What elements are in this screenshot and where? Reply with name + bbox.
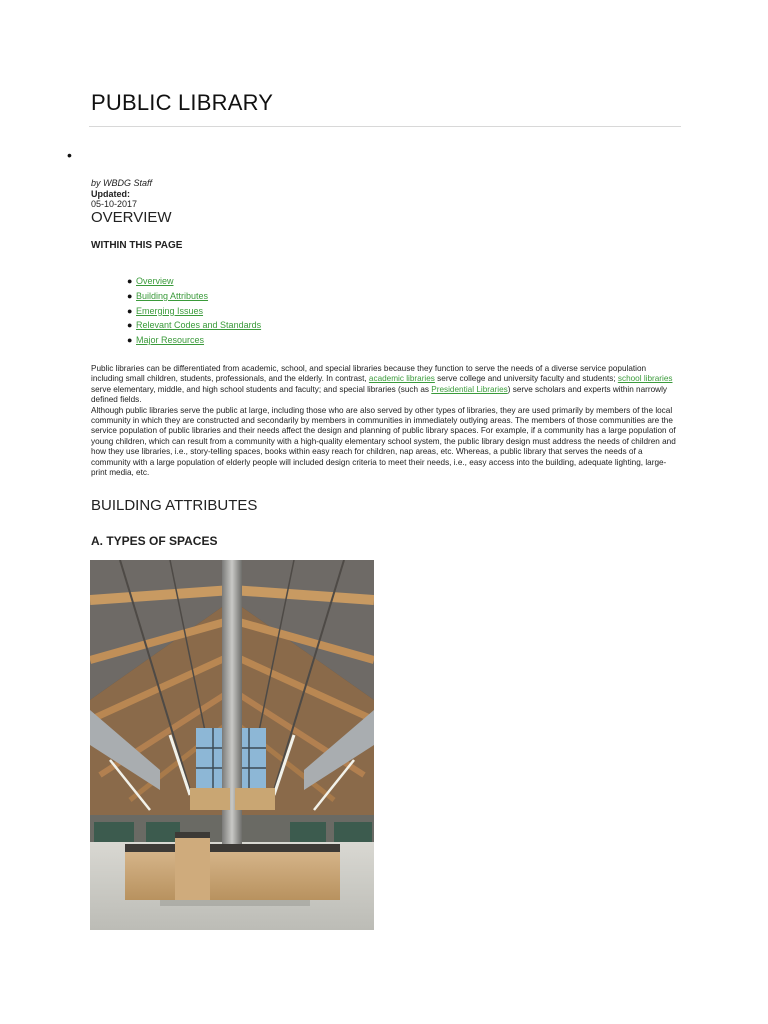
toc-item [127,304,261,319]
paragraph-text: serve elementary, middle, and high school students and faculty; and special libraries (such as [91,384,432,394]
page-title: PUBLIC LIBRARY [91,90,274,115]
toc-link-emerging-issues[interactable]: Emerging Issues [136,305,204,316]
overview-heading: OVERVIEW [91,209,172,226]
school-libraries-link[interactable]: school libraries [617,374,673,384]
toc-link-overview[interactable]: Overview [136,276,174,286]
updated-date: 05-10-2017 [91,199,138,209]
overview-body [91,364,677,478]
types-of-spaces-heading: A. TYPES OF SPACES [91,534,218,548]
updated-label: Updated: [91,188,130,199]
page-contents-list [127,274,261,348]
bullet-icon: ● [127,290,133,301]
bullet-icon: ● [127,335,133,346]
paragraph-text: serve college and university faculty and students; [434,374,618,384]
author: by WBDG Staff [91,178,153,188]
toc-item [127,274,261,289]
library-interior-photo [90,560,374,930]
within-this-page-heading: WITHIN THIS PAGE [91,240,183,251]
toc-item [127,333,261,348]
title-divider [89,126,681,127]
academic-libraries-link[interactable]: academic libraries [368,374,435,384]
toc-link-building-attributes[interactable]: Building Attributes [136,290,209,301]
bullet-icon: ● [127,305,133,316]
byline [91,178,152,210]
paragraph-text: Public libraries can be differentiated from academic, school, and special libraries because they function to serve the needs of a diverse service population including small children, students, professionals, and the elderly. In contrast, [91,364,647,384]
toc-link-codes-standards[interactable]: Relevant Codes and Standards [136,320,262,331]
empty-list-bullet: • [67,147,72,163]
toc-link-major-resources[interactable]: Major Resources [136,335,205,346]
toc-item [127,318,261,333]
presidential-libraries-link[interactable]: Presidential Libraries [431,384,508,394]
toc-item [127,289,261,304]
bullet-icon: ● [127,320,133,331]
bullet-icon: ● [127,276,133,286]
building-attributes-heading: BUILDING ATTRIBUTES [91,497,258,514]
paragraph-text: ) serve scholars and experts within narrowly defined fields. [91,384,667,405]
paragraph-text: Although public libraries serve the public at large, including those who are also served by other types of libraries, they are used primarily by members of the local community in which they are constructed and secondarily by members in communities in immediately outlying areas. The members of those communities are the service population of public libraries and their needs affect the design and planning of public library spaces. For example, if a community has a large population of young children, which can result from a community with a high-quality elementary school system, the public library design must address the needs of children and how they use libraries, i.e., story-telling spaces, books within easy reach for children, nap areas, etc. Whereas, a public library that serves the needs of a community with a large population of elderly people will included design criteria to meet their needs, i.e., easy access into the building, adequate lighting, large-print media, etc. [91,405,676,478]
